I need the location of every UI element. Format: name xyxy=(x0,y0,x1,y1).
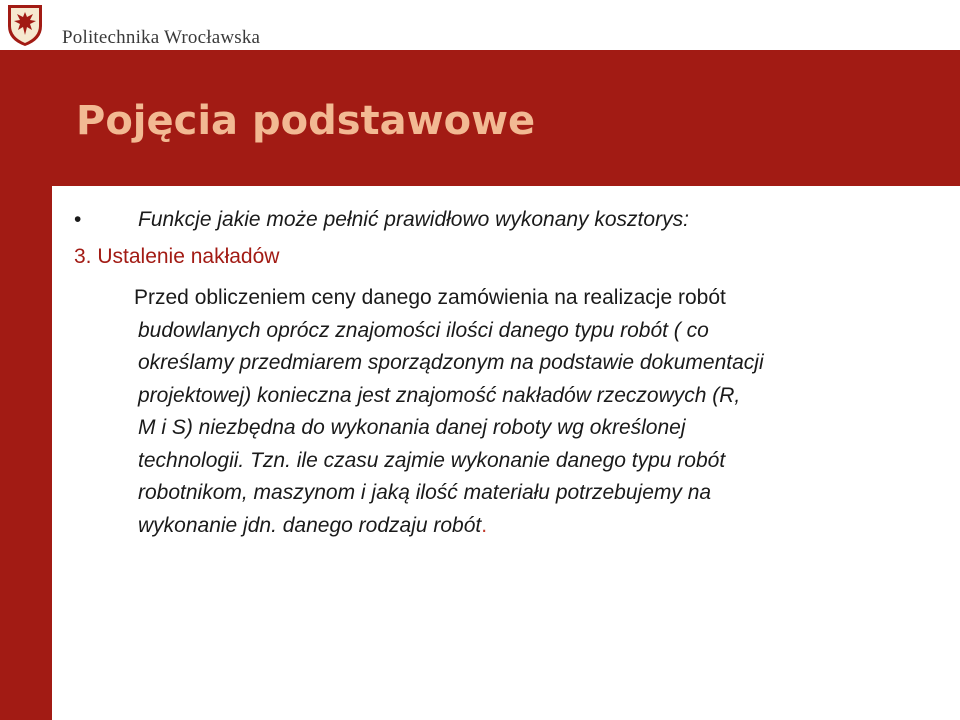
paragraph-line: robotnikom, maszynom i jaką ilość materiału potrzebujemy na xyxy=(138,481,712,504)
subheading: 3. Ustalenie nakładów xyxy=(74,245,280,268)
organization-name: Politechnika Wrocławska xyxy=(62,27,261,48)
paragraph-end-mark: . xyxy=(481,513,488,537)
bullet-marker: • xyxy=(74,208,82,231)
paragraph-line-last xyxy=(138,510,928,543)
paragraph-line: projektowej) konieczna jest znajomość nakładów rzeczowych (R, xyxy=(138,383,741,407)
header-bar xyxy=(0,0,960,50)
paragraph-line: M i S) niezbędna do wykonania danej roboty wg określonej xyxy=(138,416,686,439)
bullet-text: Funkcje jakie może pełnić prawidłowo wykonany kosztorys: xyxy=(138,208,689,231)
university-eagle-logo-icon xyxy=(2,2,48,48)
left-accent-bar xyxy=(0,50,52,720)
paragraph-line-text: wykonanie jdn. danego rodzaju robót xyxy=(138,513,482,537)
body-paragraph xyxy=(134,282,928,542)
bullet-item xyxy=(74,206,689,234)
paragraph-line: budowlanych oprócz znajomości ilości danego typu robót ( co xyxy=(138,318,709,342)
slide-title: Pojęcia podstawowe xyxy=(76,98,536,144)
paragraph-line: technologii. Tzn. ile czasu zajmie wykonanie danego typu robót xyxy=(138,448,726,472)
paragraph-line: Przed obliczeniem ceny danego zamówienia na realizacje robót xyxy=(134,286,726,309)
paragraph-line: określamy przedmiarem sporządzonym na podstawie dokumentacji xyxy=(138,351,764,374)
